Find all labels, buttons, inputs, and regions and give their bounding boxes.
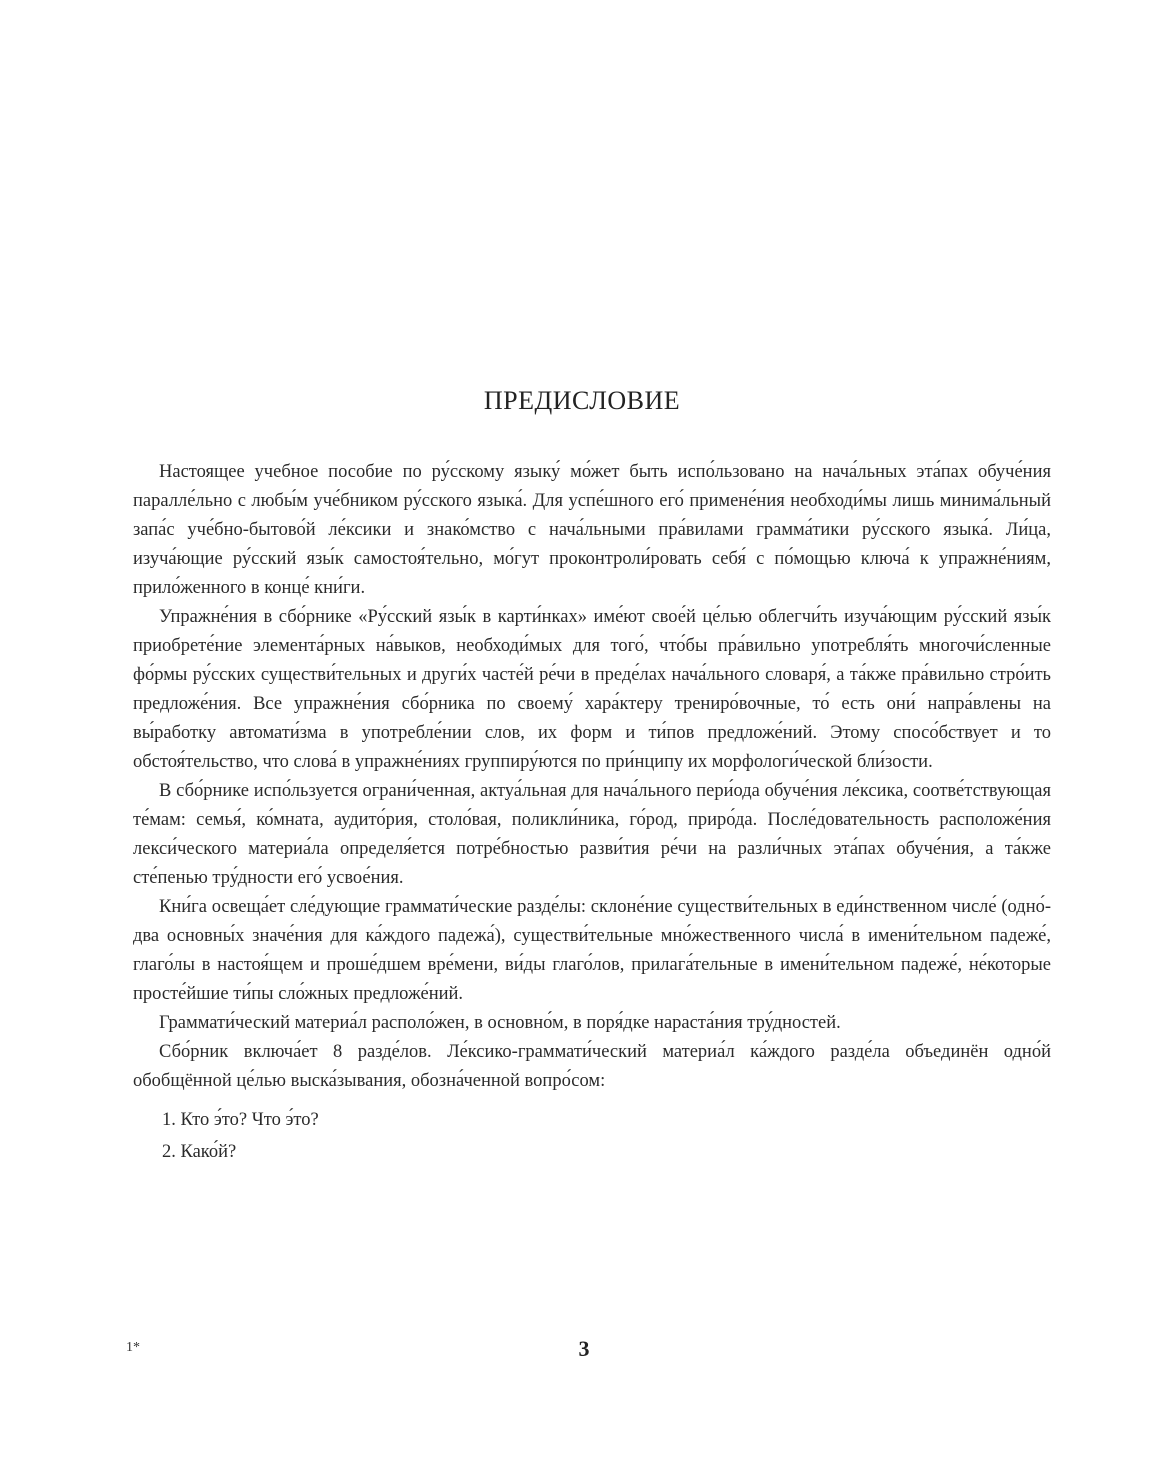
page-number: 3 — [578, 1336, 590, 1361]
paragraph-3: В сбо́рнике испо́льзуется ограни́ченная, актуа́льная для нача́льного пери́ода обуче́ния ле́ксика, соотве́тствующая те́мам: семья́, ко́мната, аудито́рия, столо́вая, поликли́ника, го́род, приро́да. После́довательность расположе́ния лекси́ческого материа́ла определя́ется потре́бностью разви́тия ре́чи на разли́чных эта́пах обуче́ния, а та́кже сте́пенью тру́дности его́ усвое́ния. — [133, 781, 1051, 888]
printer-signature-mark: 1* — [126, 1340, 140, 1355]
list-item: 2. Како́й? — [162, 1142, 237, 1162]
paragraph-4: Кни́га освеща́ет сле́дующие граммати́ческие разде́лы: склоне́ние существи́тельных в еди́нственном числе́ (одно́-два основны́х значе́ния для ка́ждого падежа́), существи́тельные мно́жественного числа́ в имени́тельном падеже́, глаго́лы в настоя́щем и проше́дшем вре́мени, ви́ды глаго́лов, прилага́тельные в имени́тельном падеже́, не́которые просте́йшие ти́пы сло́жных предложе́ний. — [133, 897, 1051, 1004]
page-title: ПРЕДИСЛОВИЕ — [483, 386, 681, 415]
paragraph-6: Сбо́рник включа́ет 8 разде́лов. Ле́ксико-граммати́ческий материа́л ка́ждого разде́ла объединён одно́й обобщённой це́лью выска́зывания, обозна́ченной вопро́сом: — [133, 1042, 1051, 1091]
paragraph-5: Граммати́ческий материа́л располо́жен, в основно́м, в поря́дке нараста́ния тру́дностей. — [159, 1013, 841, 1033]
preface-body — [133, 458, 1051, 1168]
list-item: 1. Кто э́то? Что э́то? — [162, 1110, 319, 1130]
paragraph-1: Настоящее учебное пособие по ру́сскому языку́ мо́жет быть испо́льзовано на нача́льных эта́пах обуче́ния паралле́льно с любы́м уче́бником ру́сского языка́. Для успе́шного его́ примене́ния необходи́мы лишь минима́льный запа́с уче́бно-бытово́й ле́ксики и знако́мство с нача́льными пра́вилами грамма́тики ру́сского языка́. Ли́ца, изуча́ющие ру́сский язы́к самостоя́тельно, мо́гут проконтроли́ровать себя́ с по́мощью ключа́ к упражне́ниям, прило́женного в конце́ кни́ги. — [133, 462, 1051, 598]
paragraph-2: Упражне́ния в сбо́рнике «Ру́сский язы́к в карти́нках» име́ют свое́й це́лью облегчи́ть изуча́ющим ру́сский язы́к приобрете́ние элемента́рных на́выков, необходи́мых для того́, что́бы пра́вильно употребля́ть многочи́сленные фо́рмы ру́сских существи́тельных и други́х часте́й ре́чи в преде́лах нача́льного словаря́, а та́кже пра́вильно стро́ить предложе́ния. Все упражне́ния сбо́рника по своему́ хара́ктеру трениро́вочные, то́ есть они́ напра́влены на вы́работку автомати́зма в употребле́нии слов, их форм и ти́пов предложе́ний. Этому спосо́бствует и то обстоя́тельство, что слова́ в упражне́ниях группиру́ются по при́нципу их морфологи́ческой бли́зости. — [133, 607, 1051, 772]
question-list — [133, 1104, 1051, 1168]
